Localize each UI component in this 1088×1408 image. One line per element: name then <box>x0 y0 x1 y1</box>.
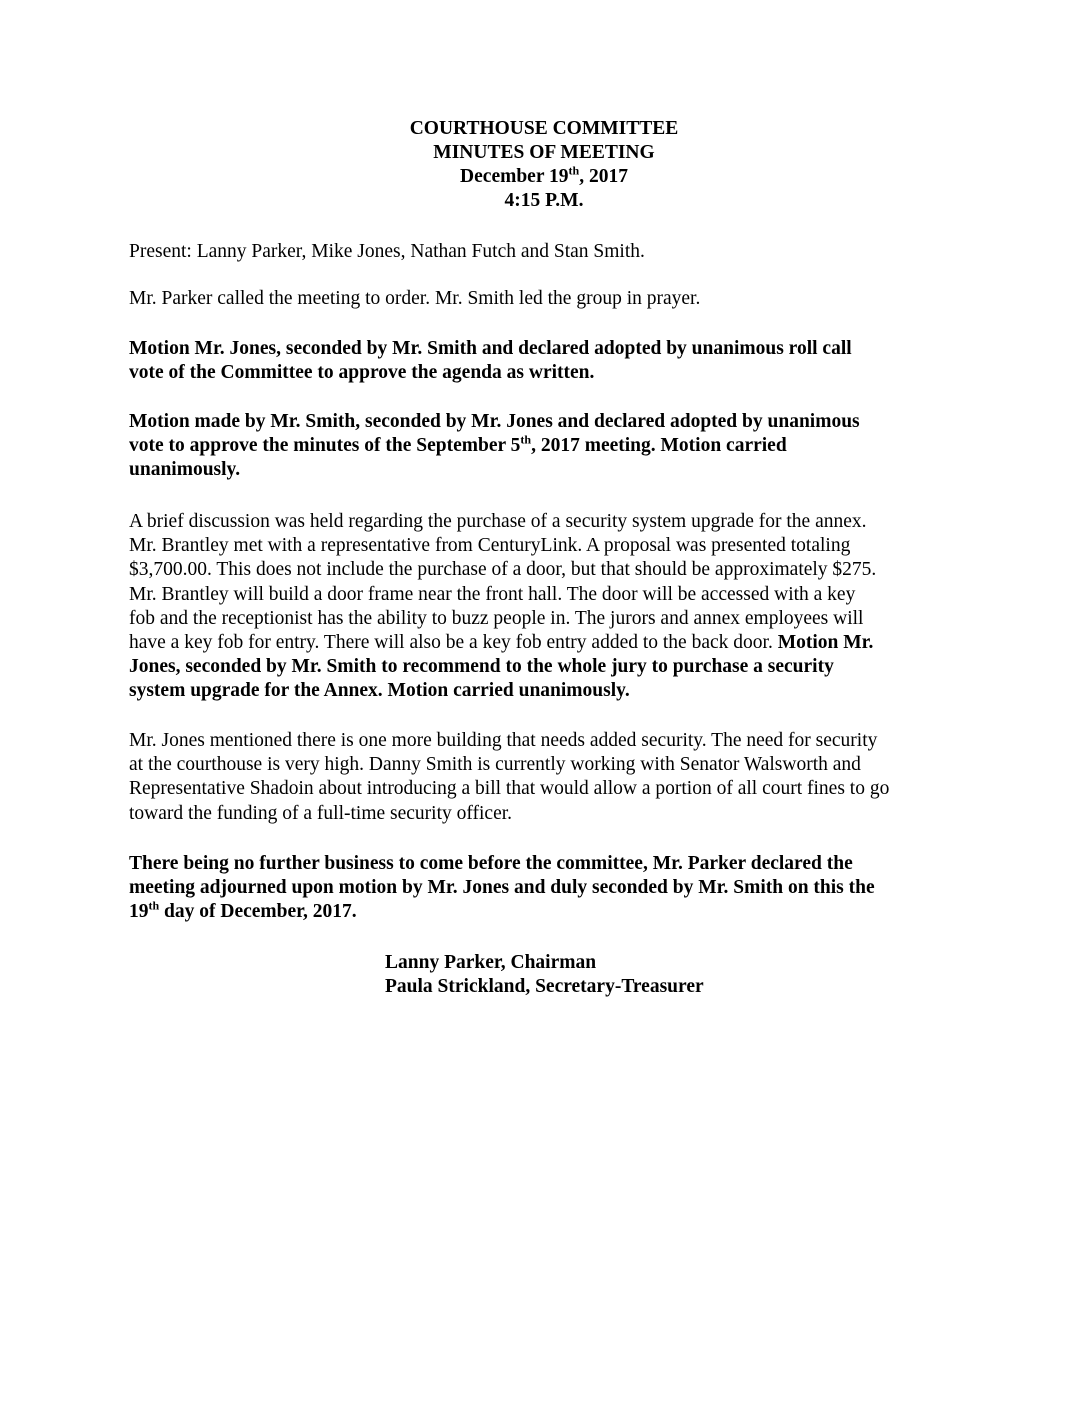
adjournment-line <box>129 900 979 924</box>
signature-block <box>385 951 704 999</box>
call-to-order-text: Mr. Parker called the meeting to order. Mr. Smith led the group in prayer. <box>129 288 701 309</box>
minutes-motion-line <box>129 434 979 458</box>
meeting-date-day: December 19 <box>460 166 569 187</box>
minutes-motion-ordinal: th <box>520 432 532 447</box>
adjournment-text: day of December, 2017. <box>159 901 357 923</box>
adjournment-line: meeting adjourned upon motion by Mr. Jones and duly seconded by Mr. Smith on this the <box>129 877 875 899</box>
adjournment-ordinal: th <box>148 898 160 913</box>
security-discussion-line: A brief discussion was held regarding the purchase of a security system upgrade for the annex. <box>129 511 867 532</box>
security-discussion-line: $3,700.00. This does not include the purchase of a door, but that should be approximately $275. <box>129 559 877 581</box>
security-need-line: Representative Shadoin about introducing a bill that would allow a portion of all court fines to go <box>129 778 890 800</box>
meeting-date <box>0 165 1088 189</box>
adjournment-paragraph <box>129 852 979 925</box>
security-discussion-line: Mr. Brantley met with a representative from CenturyLink. A proposal was presented totaling <box>129 535 851 557</box>
agenda-motion-paragraph <box>129 337 979 385</box>
secretary-signature: Paula Strickland, Secretary-Treasurer <box>385 976 704 998</box>
adjournment-day: 19 <box>129 901 149 923</box>
security-need-line: toward the funding of a full-time security officer. <box>129 802 513 824</box>
call-to-order-paragraph <box>129 287 979 311</box>
security-motion-text: Motion Mr. <box>777 632 874 654</box>
security-need-line: Mr. Jones mentioned there is one more building that needs added security. The need for security <box>129 730 878 751</box>
security-need-line: at the courthouse is very high. Danny Smith is currently working with Senator Walsworth and <box>129 754 861 776</box>
security-discussion-text: have a key fob for entry. There will also be a key fob entry added to the back door. <box>129 632 778 654</box>
attendance-text: Present: Lanny Parker, Mike Jones, Nathan Futch and Stan Smith. <box>129 241 645 262</box>
minutes-motion-text: vote to approve the minutes of the September 5 <box>129 435 521 457</box>
security-discussion-paragraph <box>129 510 979 704</box>
minutes-motion-line: Motion made by Mr. Smith, seconded by Mr. Jones and declared adopted by unanimous <box>129 411 860 432</box>
attendance-paragraph <box>129 240 979 264</box>
adjournment-line: There being no further business to come before the committee, Mr. Parker declared the <box>129 853 853 874</box>
document-subtitle: MINUTES OF MEETING <box>433 142 655 163</box>
security-need-paragraph <box>129 729 979 826</box>
minutes-motion-text: , 2017 meeting. Motion carried <box>531 435 787 457</box>
security-discussion-line <box>129 631 979 655</box>
meeting-date-year: , 2017 <box>579 166 628 187</box>
agenda-motion-line: Motion Mr. Jones, seconded by Mr. Smith and declared adopted by unanimous roll call <box>129 338 852 359</box>
meeting-date-ordinal: th <box>568 163 580 178</box>
security-motion-line: Jones, seconded by Mr. Smith to recommend to the whole jury to purchase a security <box>129 656 834 678</box>
document-header <box>0 117 1088 213</box>
security-discussion-line: Mr. Brantley will build a door frame near the front hall. The door will be accessed with a key <box>129 583 856 605</box>
minutes-motion-paragraph <box>129 410 979 483</box>
security-discussion-line: fob and the receptionist has the ability to buzz people in. The jurors and annex employees will <box>129 607 864 629</box>
minutes-motion-line: unanimously. <box>129 459 241 481</box>
meeting-time: 4:15 P.M. <box>504 190 584 211</box>
security-motion-line: system upgrade for the Annex. Motion carried unanimously. <box>129 680 630 702</box>
committee-title: COURTHOUSE COMMITTEE <box>409 118 679 139</box>
chairman-signature: Lanny Parker, Chairman <box>385 952 597 973</box>
agenda-motion-line: vote of the Committee to approve the agenda as written. <box>129 362 595 384</box>
